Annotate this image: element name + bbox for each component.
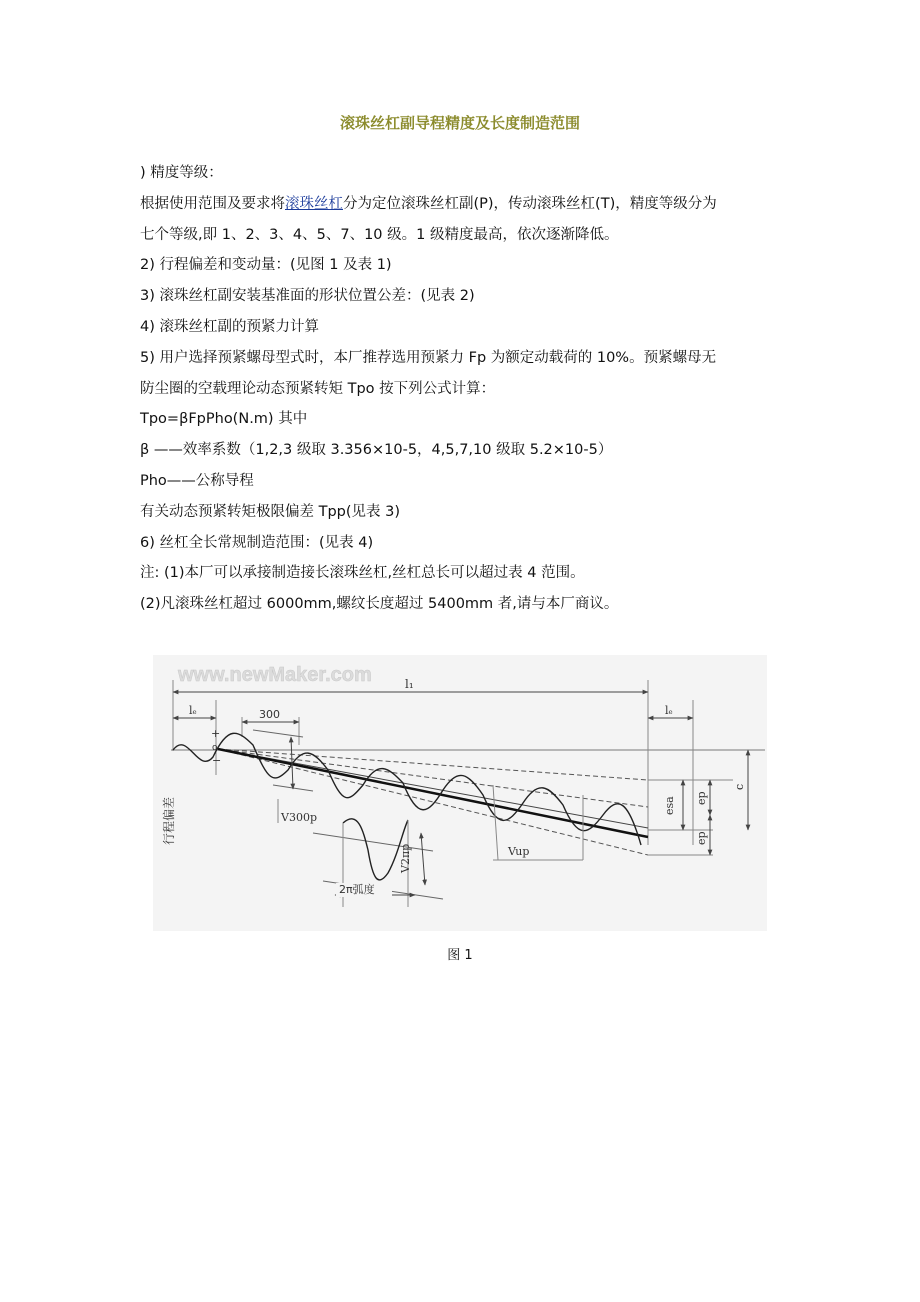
l1-label: l₁ [405,677,414,691]
paragraph: 5) 用户选择预紧螺母型式时，本厂推荐选用预紧力 Fp 为额定动载荷的 10%。预紧螺母无 [140,349,717,366]
ep-lower-label: ep [695,831,708,845]
v300p-label: V300p [281,811,317,824]
formula-line: Tpo=βFpPho(N.m) 其中 [140,411,308,428]
figure-caption: 图 1 [447,948,473,963]
paragraph: 有关动态预紧转矩极限偏差 Tpp(见表 3) [140,503,401,520]
document-body [140,158,790,620]
paragraph: Pho——公称导程 [140,472,254,489]
y-axis-label: 行程偏差 [162,796,176,845]
le-left-label: lₑ [189,704,197,717]
zero-mark: o [212,743,218,753]
le-right-label: lₑ [665,704,673,717]
paragraph: 2) 行程偏差和变动量：(见图 1 及表 1) [140,257,392,274]
c-label: c [733,783,746,790]
plus-sign: + [211,727,221,740]
paragraph: ) 精度等级： [140,165,223,181]
v2pip-label: V2πp [399,843,412,873]
paragraph: 6) 丝杠全长常规制造范围：(见表 4) [140,534,374,551]
travel-deviation-figure [153,655,767,931]
note-line: 注: (1)本厂可以承接制造接长滚珠丝杠,丝杠总长可以超过表 4 范围。 [140,565,585,582]
figure-drawing [153,655,767,931]
note-line: (2)凡滚珠丝杠超过 6000mm,螺纹长度超过 5400mm 者,请与本厂商议。 [140,596,619,613]
document-title: 滚珠丝杠副导程精度及长度制造范围 [339,114,580,132]
paragraph: 防尘圈的空载理论动态预紧转矩 Tpo 按下列公式计算： [140,380,496,397]
paragraph: β ——效率系数（1,2,3 级取 3.356×10-5，4,5,7,10 级取 5.2×10-5） [140,442,613,459]
esa-label: esa [663,796,676,815]
paragraph-text: 分为定位滚珠丝杠副(P)，传动滚珠丝杠(T)，精度等级分为 [343,195,717,212]
paragraph: 七个等级,即 1、2、3、4、5、7、10 级。1 级精度最高，依次逐渐降低。 [140,226,619,243]
paragraph: 3) 滚珠丝杠副安装基准面的形状位置公差：(见表 2) [140,288,475,305]
watermark-text: www.newMaker.com [178,664,372,686]
two-pi-label: 2π弧度 [339,883,375,896]
minus-sign: − [212,754,222,767]
paragraph [140,189,790,220]
span-300-label: 300 [259,708,280,721]
ball-screw-link[interactable]: 滚珠丝杠 [285,195,343,212]
ep-upper-label: ep [695,791,708,805]
paragraph: 4) 滚珠丝杠副的预紧力计算 [140,318,319,335]
vup-label: Vup [508,845,530,858]
paragraph-text: 根据使用范围及要求将 [140,195,285,212]
